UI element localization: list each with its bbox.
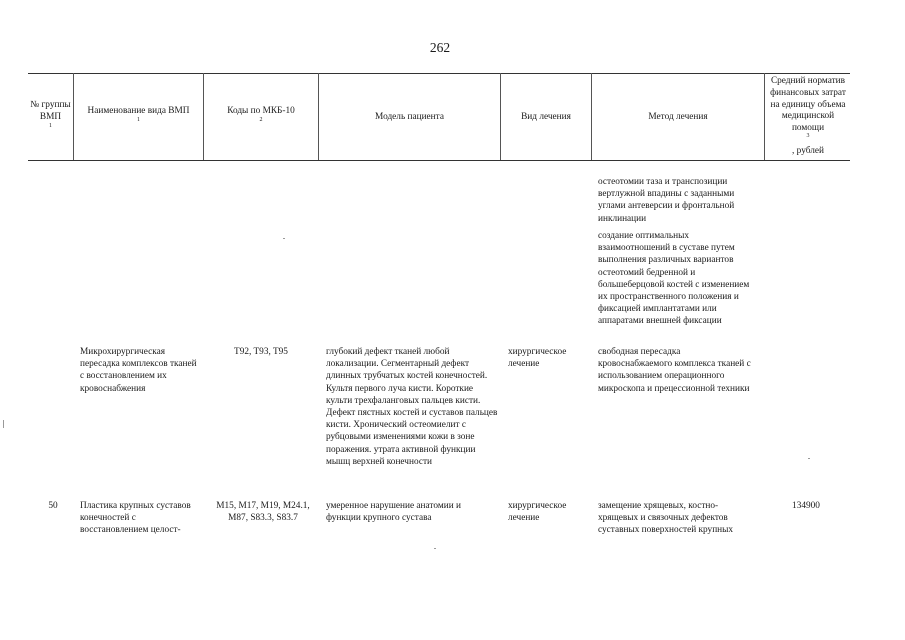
row1-treatment-method: свободная пересадка кровоснабжаемого комплекса тканей с использованием операционного микроскопа и прецессионной техники [598,347,751,394]
scan-speck [283,238,285,239]
row0-method-2: создание оптимальных взаимоотношений в суставе путем выполнения различных вариантов остеотомий бедренной и большеберцовой костей с изменением их пространственного положения и фиксацией имплантатами или аппаратами внешней фиксации [598,231,750,327]
row1-vmp-name: Микрохирургическая пересадка комплексов тканей с восстановлением их кровоснабжения [80,347,197,394]
col-divider-6 [764,73,765,160]
header-treatment-method: Метод лечения [648,111,708,122]
header-treatment-type: Вид лечения [521,111,571,122]
header-avg-cost: Средний норматив финансовых затрат на единицу объема медицинской помощи $^3$ , рублей [770,76,846,156]
row0-method-1: остеотомии таза и транспозиции вертлужной впадины с заданными углами антеверсии и фронтальной инклинации [598,177,735,224]
row2-treatment-method: замещение хрящевых, костно-хрящевых и связочных дефектов суставных поверхностей крупных [598,501,734,536]
row2-avg-cost: 134900 [792,501,820,511]
scan-speck [3,420,4,428]
row2-treatment-type: хирургическое лечение [508,501,567,524]
row1-icd-codes: T92, T93, T95 [234,347,288,357]
header-bottom-border [28,160,850,161]
row1-patient-model: глубокий дефект тканей любой локализации. Сегментарный дефект длинных трубчатых костей конечностей. Культя первого луча кисти. Короткие культи трехфаланговых пальцев кисти. Дефект пястных костей и суставов пальцев кисти. Хронический остеомиелит с рубцовыми изменениями кожи в зоне поражения. утрата активной функции мышц верхней конечности [326,347,498,467]
row2-group-no: 50 [48,501,58,511]
scan-speck [434,548,436,549]
header-icd-codes: Коды по МКБ-10 $^2$ [227,105,295,123]
row2-vmp-name: Пластика крупных суставов конечностей с восстановлением целост- [80,501,191,536]
row1-treatment-type: хирургическое лечение [508,347,567,370]
row2-icd-codes: M15, M17, M19, M24.1, M87, S83.3, S83.7 [216,501,310,524]
scan-speck [808,458,810,459]
page-number: 262 [429,40,451,55]
header-patient-model: Модель пациента [375,111,444,122]
header-vmp-name: Наименование вида ВМП $^1$ [87,105,190,123]
header-group-no: № группы ВМП $^1$ [30,99,71,129]
row2-patient-model: умеренное нарушение анатомии и функции крупного сустава [326,501,461,524]
